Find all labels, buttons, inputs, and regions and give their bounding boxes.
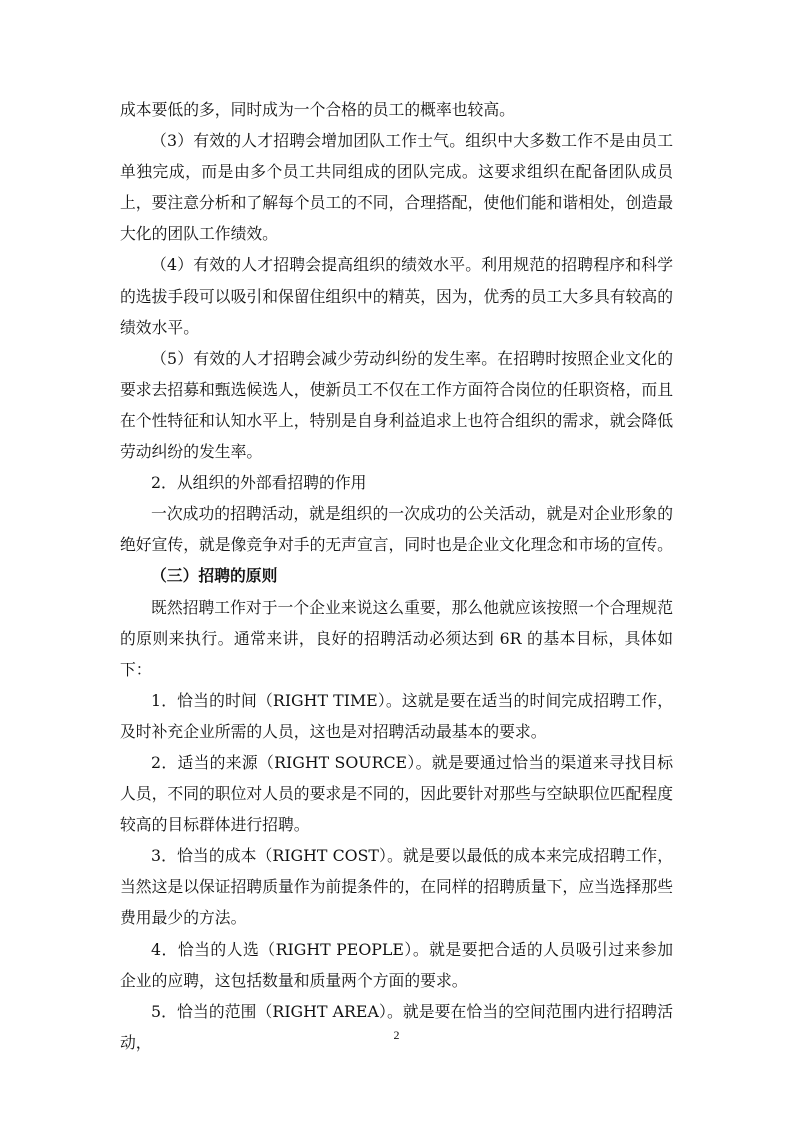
paragraph-right-cost: 3．恰当的成本（RIGHT COST）。就是要以最低的成本来完成招聘工作，当然这是以保证招聘质量作为前提条件的，在同样的招聘质量下，应当选择那些费用最少的方法。 — [120, 846, 673, 928]
paragraph-right-people: 4．恰当的人选（RIGHT PEOPLE）。就是要把合适的人员吸引过来参加企业的应聘，这包括数量和质量两个方面的要求。 — [120, 939, 673, 990]
subheading-external-role: 2．从组织的外部看招聘的作用 — [151, 473, 367, 493]
paragraph-point-3: （3）有效的人才招聘会增加团队工作士气。组织中大多数工作不是由员工单独完成，而是由多个员工共同组成的团队完成。这要求组织在配备团队成员上，要注意分析和了解每个员工的不同，合理搭配，使他们能和谐相处，创造最大化的团队工作绩效。 — [120, 131, 673, 244]
paragraph-point-5: （5）有效的人才招聘会减少劳动纠纷的发生率。在招聘时按照企业文化的要求去招募和甄选候选人，使新员工不仅在工作方面符合岗位的任职资格，而且在个性特征和认知水平上，特别是自身利益追求上也符合组织的需求，就会降低劳动纠纷的发生率。 — [120, 348, 673, 462]
document-body — [120, 94, 673, 1058]
paragraph-right-time: 1．恰当的时间（RIGHT TIME）。这就是要在适当的时间完成招聘工作，及时补充企业所需的人员，这也是对招聘活动最基本的要求。 — [120, 690, 673, 741]
paragraph-external-role: 一次成功的招聘活动，就是组织的一次成功的公关活动，就是对企业形象的绝好宣传，就是像竞争对手的无声宣言，同时也是企业文化理念和市场的宣传。 — [120, 504, 673, 555]
section-heading-principles: （三）招聘的原则 — [151, 566, 278, 586]
paragraph-principles-intro: 既然招聘工作对于一个企业来说这么重要，那么他就应该按照一个合理规范的原则来执行。通常来讲，良好的招聘活动必须达到 6R 的基本目标，具体如下： — [120, 597, 673, 679]
page-number: 2 — [393, 1028, 400, 1042]
paragraph-right-area: 5．恰当的范围（RIGHT AREA）。就是要在恰当的空间范围内进行招聘活动， — [120, 1001, 673, 1052]
paragraph-point-4: （4）有效的人才招聘会提高组织的绩效水平。利用规范的招聘程序和科学的选拔手段可以吸引和保留住组织中的精英，因为，优秀的员工大多具有较高的绩效水平。 — [120, 255, 673, 337]
paragraph-right-source: 2．适当的来源（RIGHT SOURCE）。就是要通过恰当的渠道来寻找目标人员，不同的职位对人员的要求是不同的，因此要针对那些与空缺职位匹配程度较高的目标群体进行招聘。 — [120, 752, 673, 835]
paragraph-continuation: 成本要低的多，同时成为一个合格的员工的概率也较高。 — [120, 100, 515, 119]
